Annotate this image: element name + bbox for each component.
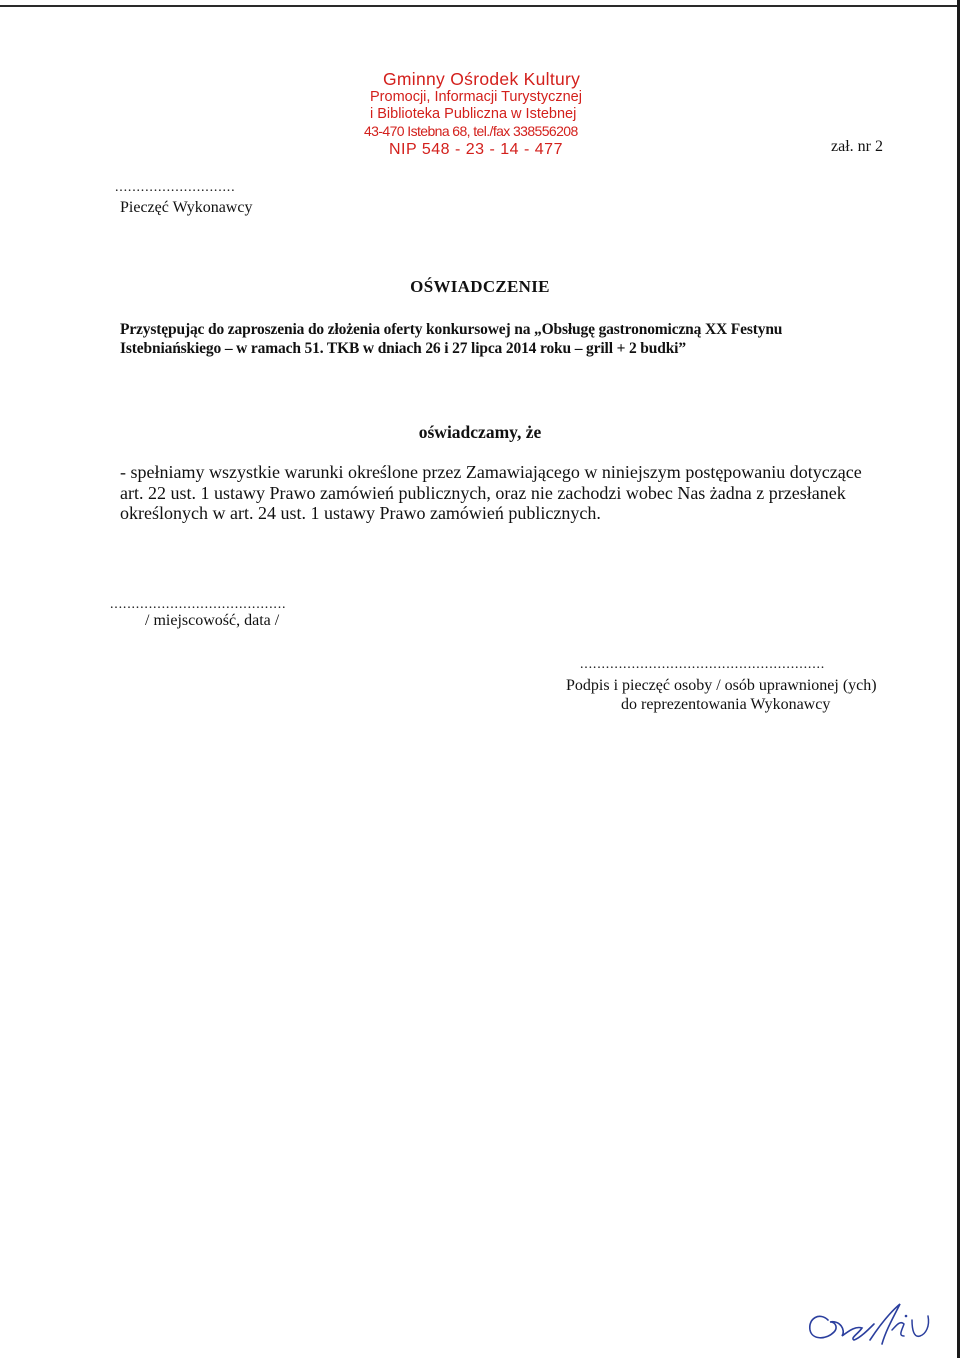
signature-label-line-2: do reprezentowania Wykonawcy [621, 696, 831, 713]
intro-line-1: Przystępując do zaproszenia do złożenia oferty konkursowej na „Obsługę gastronomiczną XX Festynu [120, 321, 783, 338]
place-date-label: / miejscowość, data / [145, 612, 280, 629]
signature-label-line-1: Podpis i pieczęć osoby / osób uprawnionej (ych) [566, 677, 877, 694]
scan-edge-top [0, 5, 960, 7]
statement-line-1: - spełniamy wszystkie warunki określone przez Zamawiającego w niniejszym postępowaniu dotyczące [120, 462, 862, 482]
stamp-line-1: Gminny Ośrodek Kultury [383, 69, 581, 89]
stamp-line-3: i Biblioteka Publiczna w Istebnej [370, 106, 577, 122]
statement-line-3: określonych w art. 24 ust. 1 ustawy Prawo zamówień publicznych. [120, 503, 601, 523]
document-title: OŚWIADCZENIE [410, 277, 550, 296]
stamp-line-5: NIP 548 - 23 - 14 - 477 [389, 141, 563, 158]
stamp-line-4: 43-470 Istebna 68, tel./fax 338556208 [364, 123, 578, 139]
attachment-label: zał. nr 2 [831, 138, 883, 155]
intro-paragraph [120, 320, 900, 358]
declaration-heading: oświadczamy, że [418, 422, 542, 442]
statement-paragraph [120, 462, 900, 524]
contractor-stamp-label: Pieczęć Wykonawcy [120, 199, 253, 216]
statement-line-2: art. 22 ust. 1 ustawy Prawo zamówień publicznych, oraz nie zachodzi wobec Nas żadna z przesłanek [120, 482, 846, 503]
stamp-line-2: Promocji, Informacji Turystycznej [370, 89, 582, 105]
institution-stamp [350, 70, 610, 159]
place-date-dots: ......................................... [110, 597, 287, 612]
signature-dots: ......................................................... [580, 657, 826, 672]
contractor-stamp-dots: ............................ [115, 180, 236, 195]
handwritten-signature [800, 1290, 940, 1350]
intro-line-2: Istebniańskiego – w ramach 51. TKB w dniach 26 i 27 lipca 2014 roku – grill + 2 budki” [120, 340, 686, 357]
